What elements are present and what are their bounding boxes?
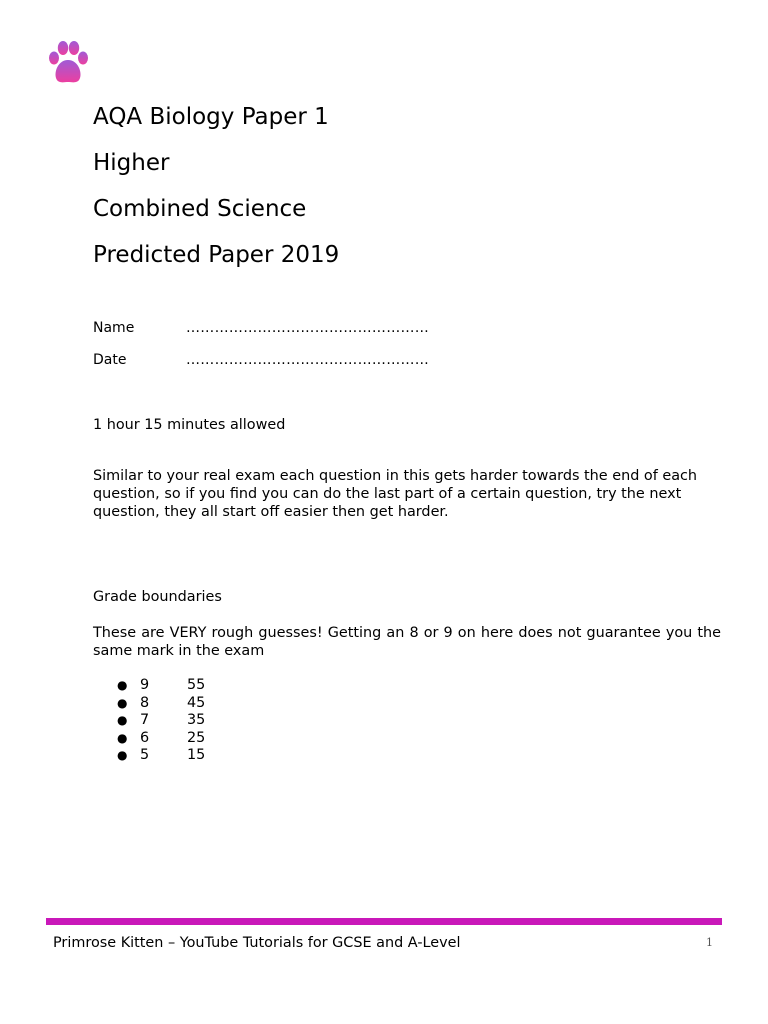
bullet-icon: ● — [117, 678, 128, 692]
instructions-paragraph: Similar to your real exam each question in this gets harder towards the end of each question, so if you find you can do the last part of a certain question, try the next question, they all start off easier then get harder. — [93, 468, 698, 520]
name-label: Name — [93, 320, 135, 336]
grade-boundaries-note: These are VERY rough guesses! Getting an 8 or 9 on here does not guarantee you the same mark in the exam — [93, 625, 721, 659]
time-allowed: 1 hour 15 minutes allowed — [93, 417, 286, 433]
mark-value: 25 — [187, 729, 206, 746]
mark-value: 55 — [187, 677, 206, 693]
mark-value: 15 — [187, 747, 206, 764]
grade-value: 5 — [140, 747, 150, 764]
mark-value: 35 — [187, 712, 206, 729]
date-field[interactable]: …………………………………………… — [186, 352, 430, 368]
title-line-subject: AQA Biology Paper 1 — [93, 104, 329, 130]
bullet-icon: ● — [117, 713, 128, 728]
grade-boundaries-heading: Grade boundaries — [93, 589, 222, 605]
grade-value: 6 — [140, 729, 150, 746]
mark-value: 45 — [187, 694, 206, 711]
date-label: Date — [93, 352, 127, 368]
grade-value: 7 — [140, 712, 150, 729]
title-line-course: Combined Science — [93, 196, 307, 222]
page-number: 1 — [706, 936, 713, 949]
bullet-icon: ● — [117, 730, 128, 745]
footer-divider — [46, 918, 722, 925]
bullet-icon: ● — [117, 695, 128, 710]
name-field[interactable]: …………………………………………… — [186, 320, 430, 336]
grade-value: 9 — [140, 677, 150, 693]
bullet-icon: ● — [117, 748, 128, 763]
paw-print-icon — [46, 40, 90, 86]
footer-text: Primrose Kitten – YouTube Tutorials for GCSE and A-Level — [53, 935, 461, 951]
title-line-paper: Predicted Paper 2019 — [93, 242, 340, 268]
grade-value: 8 — [140, 694, 150, 711]
title-line-tier: Higher — [93, 150, 170, 176]
